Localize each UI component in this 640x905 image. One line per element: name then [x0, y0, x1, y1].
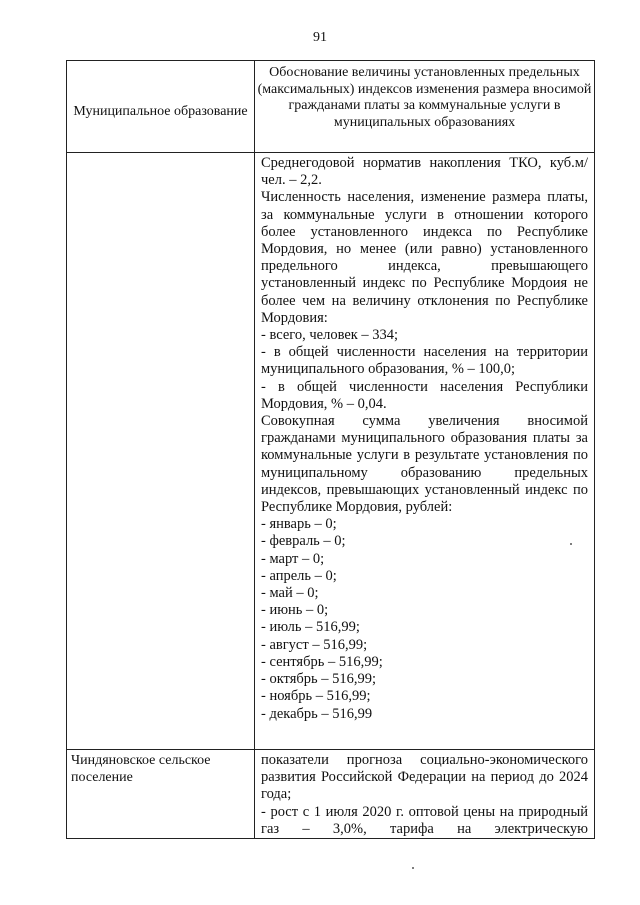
header-municipality-cell: [67, 61, 255, 153]
month-item: - май – 0;: [261, 585, 319, 602]
month-item: - ноябрь – 516,99;: [261, 688, 371, 705]
municipality-cell: Чиндяновское сельское поселение: [67, 750, 255, 839]
scan-speck: [570, 543, 572, 545]
header-municipality-label: Муниципальное образование: [73, 104, 248, 119]
month-item: - декабрь – 516,99: [261, 705, 373, 722]
month-item: - октябрь – 516,99;: [261, 671, 377, 688]
justification-cell: [255, 750, 595, 839]
month-item: - июль – 516,99;: [261, 619, 360, 636]
table-row: [67, 153, 595, 750]
waste-norm-text: Среднегодовой норматив накопления ТКО, куб.м/чел. – 2,2.: [261, 155, 588, 189]
header-justification-cell: [255, 61, 595, 153]
population-text: Численность населения, изменение размера платы, за коммунальные услуги в отношении которого более установленного индекса по Республике Мордовия, но менее (или равно) установленного предельного индекса, превышающего установленный индекс по Республике Мордоия не более чем на величину отклонения по Республике Мордовия:: [261, 189, 588, 326]
month-item: - январь – 0;: [261, 516, 337, 533]
header-justification-label: Обоснование величины установленных предельных (максимальных) индексов изменения размера вносимой гражданами платы за коммунальные услуги в муниципальных образованиях: [257, 65, 592, 130]
table-header-row: [67, 61, 595, 153]
month-item: - март – 0;: [261, 550, 325, 567]
month-item: - сентябрь – 516,99;: [261, 653, 383, 670]
gas-price-text: - рост с 1 июля 2020 г. оптовой цены на природный газ – 3,0%, тарифа на электрическую: [261, 803, 588, 837]
scan-speck: [412, 867, 414, 869]
population-share-republic: - в общей численности населения Республики Мордовия, % – 0,04.: [261, 378, 588, 412]
justification-cell: [255, 153, 595, 750]
forecast-text: показатели прогноза социально-экономического развития Российской Федерации на период до 2024 года;: [261, 752, 588, 803]
municipality-cell: [67, 153, 255, 750]
population-total: - всего, человек – 334;: [261, 327, 399, 344]
indices-table: [66, 60, 595, 839]
population-share-municipal: - в общей численности населения на территории муниципального образования, % – 100,0;: [261, 344, 588, 378]
month-item: - июнь – 0;: [261, 602, 329, 619]
month-item: - февраль – 0;: [261, 533, 346, 550]
table-row: [67, 750, 595, 839]
month-item: - апрель – 0;: [261, 567, 337, 584]
page-number: 91: [313, 30, 327, 45]
total-increase-text: Совокупная сумма увеличения вносимой гражданами муниципального образования платы за коммунальные услуги в результате установления по муниципальному образованию предельных индексов, превышающих установленный индекс по Республике Мордовия, рублей:: [261, 413, 588, 516]
month-item: - август – 516,99;: [261, 636, 368, 653]
